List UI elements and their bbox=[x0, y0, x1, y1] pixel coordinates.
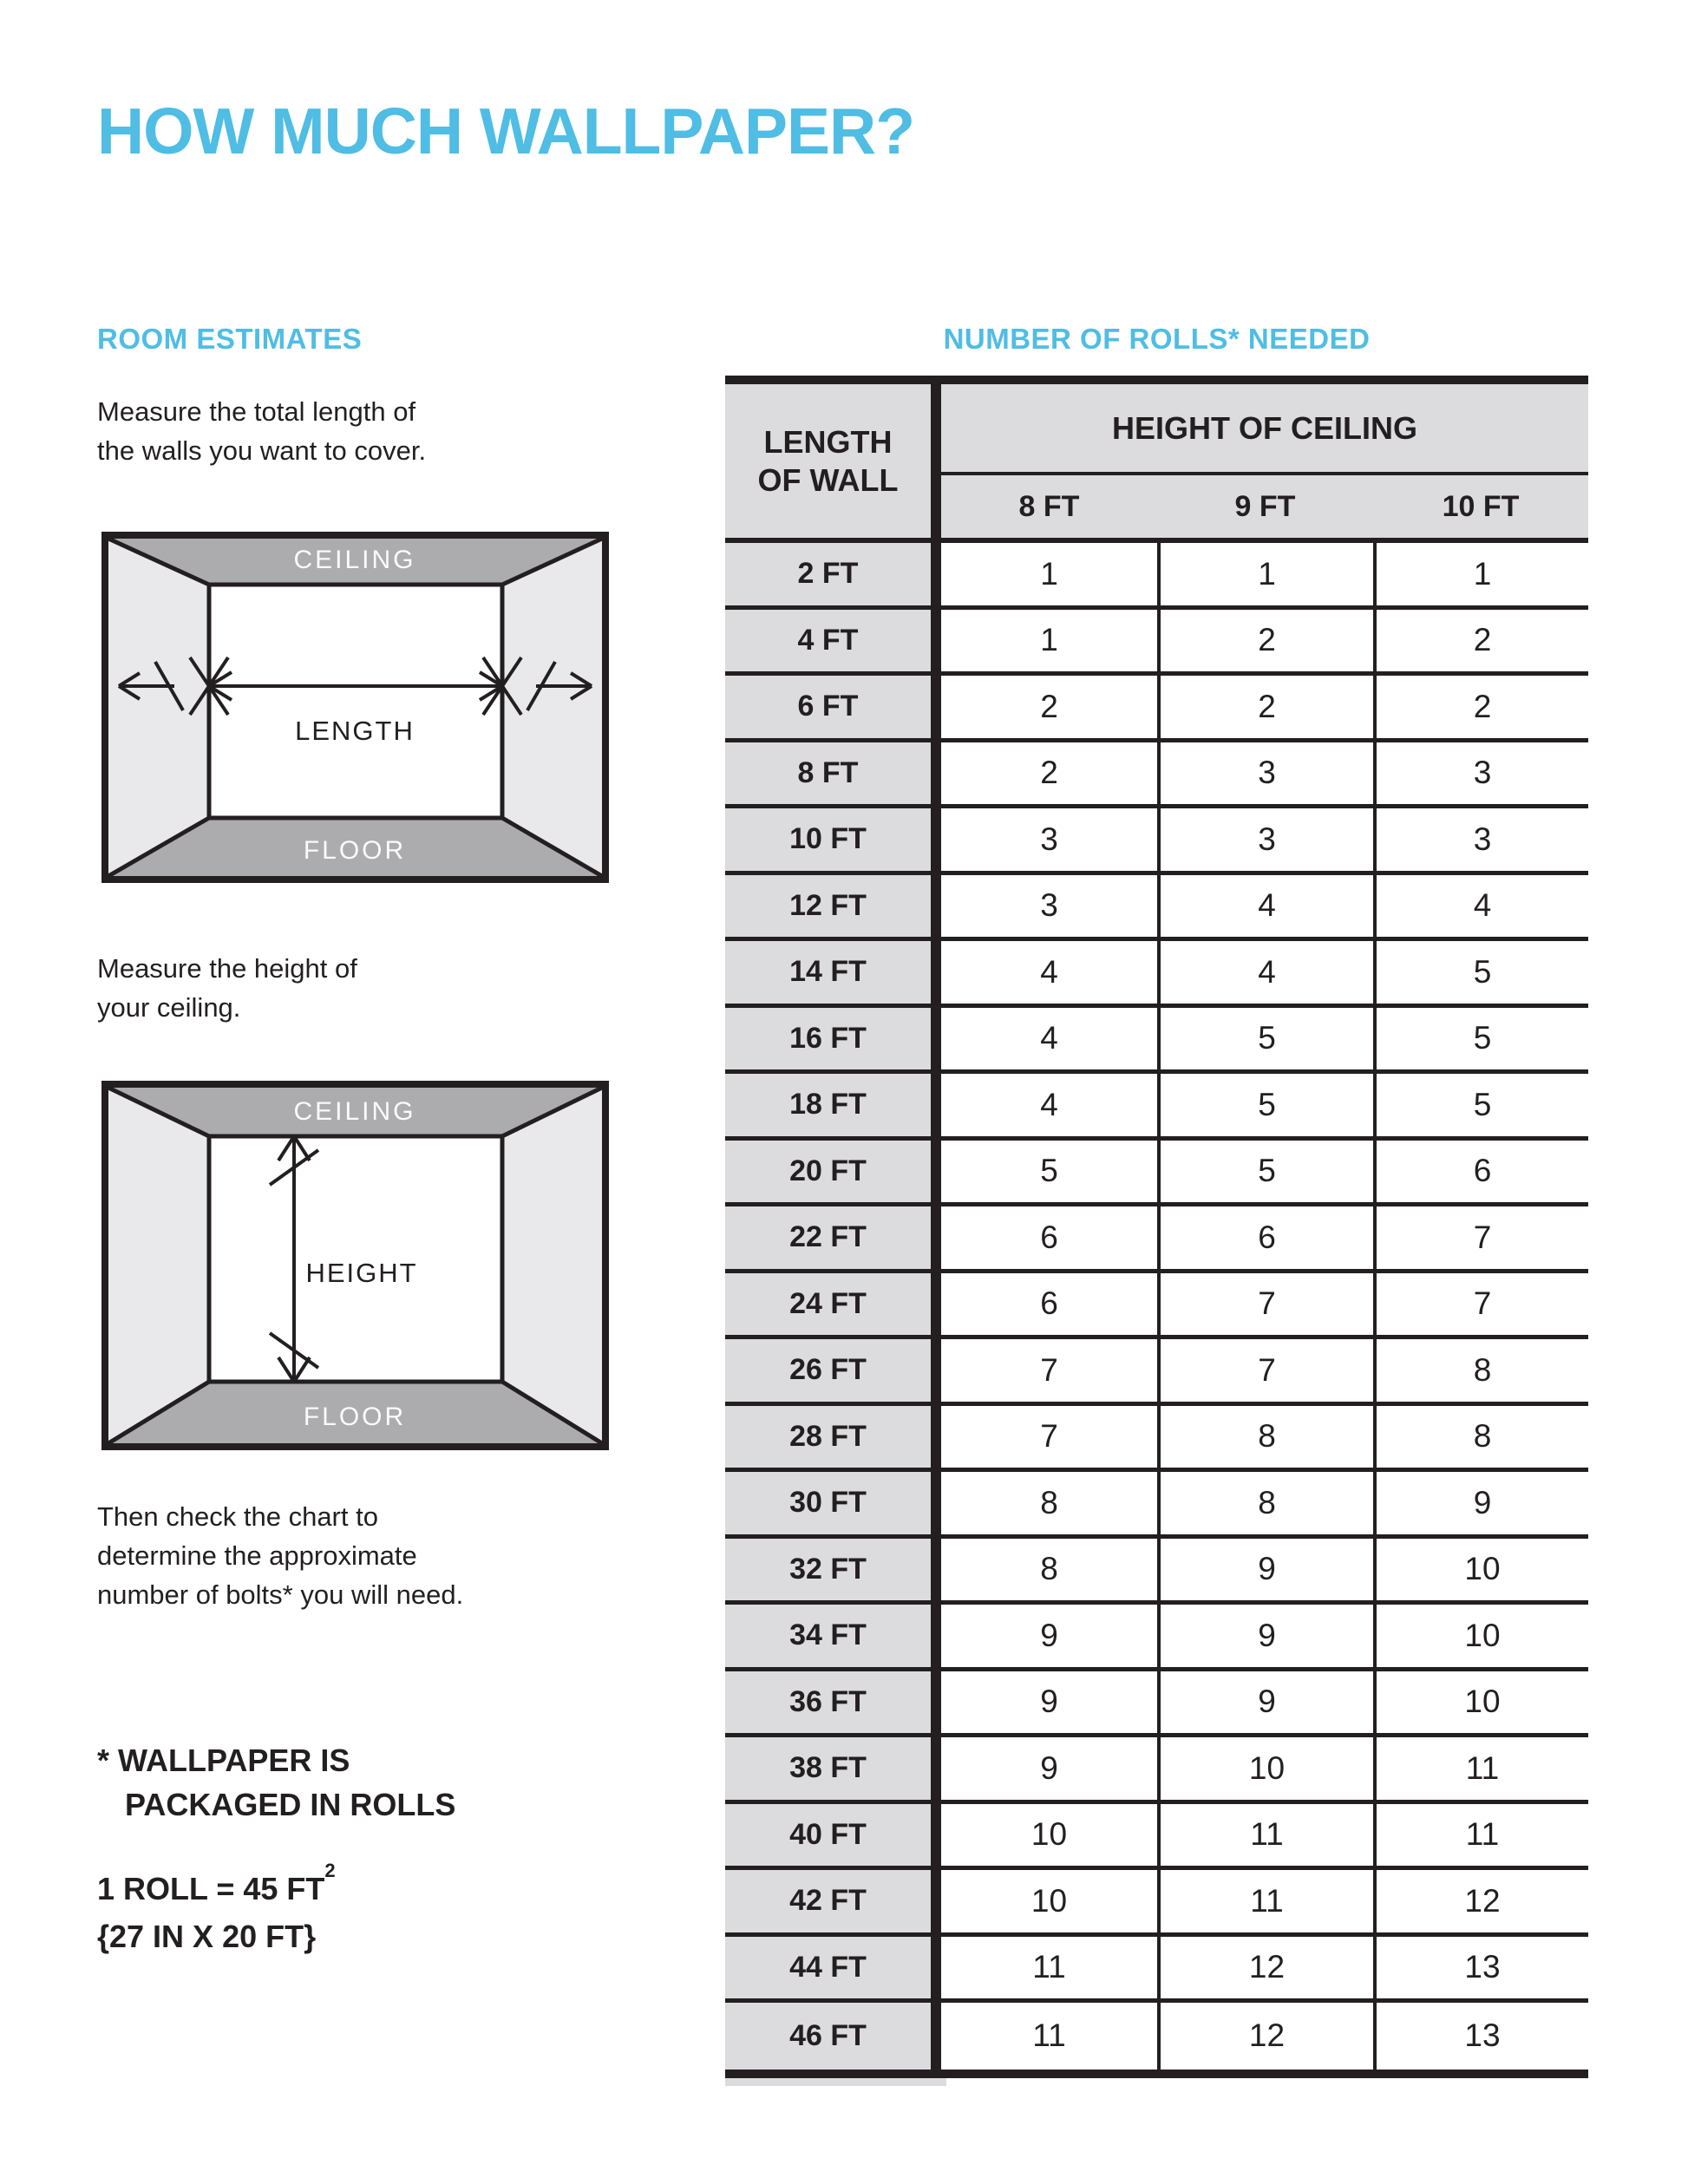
cell: 4 bbox=[1040, 953, 1058, 990]
cell: 11 bbox=[1373, 1737, 1588, 1800]
cell: 11 bbox=[1032, 2017, 1066, 2054]
cell: 11 bbox=[1157, 1804, 1373, 1867]
table-row bbox=[725, 1937, 1588, 2004]
table-row bbox=[725, 1339, 1588, 1406]
cell: 10 bbox=[1030, 1816, 1068, 1853]
cell: 7 bbox=[1373, 1273, 1588, 1336]
paragraph-line: your ceiling. bbox=[97, 992, 241, 1023]
cell: 7 bbox=[1157, 1273, 1373, 1336]
cell: 9 bbox=[1157, 1539, 1373, 1601]
cell: 2 bbox=[1373, 610, 1588, 672]
cell: 4 bbox=[1157, 941, 1373, 1004]
cell: 11 bbox=[1032, 1949, 1066, 1985]
cell: 4 bbox=[1040, 1086, 1058, 1122]
row-header: 44 FT bbox=[725, 1937, 941, 1999]
row-header: 30 FT bbox=[725, 1472, 941, 1534]
cell: 5 bbox=[1373, 941, 1588, 1004]
table-row bbox=[725, 676, 1588, 742]
cell: 1 bbox=[1040, 555, 1058, 592]
table-row bbox=[725, 1273, 1588, 1340]
cell: 7 bbox=[1040, 1351, 1058, 1388]
cell: 4 bbox=[1040, 1020, 1058, 1056]
row-header: 46 FT bbox=[725, 2003, 941, 2070]
cell: 12 bbox=[1373, 1870, 1588, 1932]
cell: 5 bbox=[1157, 1008, 1373, 1070]
column-group-height-of-ceiling: HEIGHT OF CEILING bbox=[1111, 409, 1417, 446]
cell: 10 bbox=[1373, 1605, 1588, 1667]
cell: 3 bbox=[1373, 742, 1588, 805]
row-header: 38 FT bbox=[725, 1737, 941, 1800]
cell: 2 bbox=[1373, 676, 1588, 738]
cell: 9 bbox=[1373, 1472, 1588, 1534]
wallpaper-rolls-note bbox=[97, 1738, 455, 1827]
row-header: 36 FT bbox=[725, 1671, 941, 1734]
paragraph-check-chart bbox=[97, 1497, 463, 1614]
table-body bbox=[725, 543, 1588, 2070]
paragraph-line: Then check the chart to bbox=[97, 1501, 378, 1532]
row-header: 12 FT bbox=[725, 875, 941, 938]
ceiling-label: CEILING bbox=[293, 1097, 416, 1126]
table-row bbox=[725, 1206, 1588, 1273]
cell: 4 bbox=[1373, 875, 1588, 938]
rolls-needed-table bbox=[725, 376, 1588, 2086]
squared-superscript: 2 bbox=[324, 1860, 336, 1881]
cell: 12 bbox=[1157, 2003, 1373, 2070]
row-header: 16 FT bbox=[725, 1008, 941, 1070]
back-wall bbox=[209, 585, 502, 818]
cell: 9 bbox=[1040, 1749, 1058, 1786]
cell: 7 bbox=[1373, 1206, 1588, 1269]
cell: 11 bbox=[1373, 1804, 1588, 1867]
cell: 5 bbox=[1040, 1153, 1058, 1189]
cell: 3 bbox=[1040, 887, 1058, 924]
table-row bbox=[725, 1406, 1588, 1473]
ceiling-label: CEILING bbox=[293, 546, 416, 574]
paragraph-line: number of bolts* you will need. bbox=[97, 1579, 464, 1610]
table-row bbox=[725, 1804, 1588, 1871]
row-header: 34 FT bbox=[725, 1605, 941, 1667]
row-header: 6 FT bbox=[725, 676, 941, 738]
table-row bbox=[725, 2003, 1588, 2070]
cell: 8 bbox=[1040, 1551, 1058, 1587]
cell: 13 bbox=[1373, 2003, 1588, 2070]
cell: 10 bbox=[1157, 1737, 1373, 1800]
cell: 2 bbox=[1040, 688, 1058, 724]
table-row bbox=[725, 1737, 1588, 1804]
table-row bbox=[725, 1008, 1588, 1075]
row-header: 22 FT bbox=[725, 1206, 941, 1269]
floor-label: FLOOR bbox=[303, 836, 407, 865]
table-row bbox=[725, 1605, 1588, 1671]
room-length-diagram bbox=[101, 532, 609, 883]
cell: 3 bbox=[1157, 808, 1373, 871]
roll-size-line: 1 ROLL = 45 $FT^2$ bbox=[97, 1860, 336, 1906]
cell: 5 bbox=[1157, 1074, 1373, 1136]
cell: 6 bbox=[1040, 1285, 1058, 1322]
column-header-9ft: 9 FT bbox=[1157, 472, 1373, 538]
cell: 11 bbox=[1157, 1870, 1373, 1932]
table-top-bar bbox=[725, 376, 1588, 384]
cell: 9 bbox=[1040, 1684, 1058, 1720]
cell: 3 bbox=[1157, 742, 1373, 805]
cell: 8 bbox=[1373, 1339, 1588, 1402]
room-height-diagram bbox=[101, 1081, 609, 1450]
height-label: HEIGHT bbox=[305, 1258, 418, 1288]
row-header: 32 FT bbox=[725, 1539, 941, 1601]
cell: 8 bbox=[1040, 1484, 1058, 1520]
table-row bbox=[725, 742, 1588, 809]
page-title: HOW MUCH WALLPAPER? bbox=[97, 95, 915, 167]
floor-label: FLOOR bbox=[303, 1403, 407, 1431]
roll-size-line: {27 IN X 20 FT} bbox=[97, 1919, 317, 1954]
roll-size-note bbox=[97, 1858, 336, 1960]
table-row bbox=[725, 1074, 1588, 1141]
cell: 8 bbox=[1157, 1406, 1373, 1468]
row-header: 8 FT bbox=[725, 742, 941, 805]
cell: 12 bbox=[1157, 1937, 1373, 1999]
row-header: 4 FT bbox=[725, 610, 941, 672]
table-row bbox=[725, 543, 1588, 610]
cell: 13 bbox=[1373, 1937, 1588, 1999]
row-header: 20 FT bbox=[725, 1141, 941, 1203]
cell: 7 bbox=[1040, 1418, 1058, 1455]
section-title-number-of-rolls: NUMBER OF ROLLS* NEEDED bbox=[943, 323, 1371, 355]
table-row bbox=[725, 1472, 1588, 1539]
table-bottom-bar bbox=[725, 2070, 1588, 2078]
note-line: PACKAGED IN ROLLS bbox=[125, 1787, 456, 1822]
cell: 1 bbox=[1373, 543, 1588, 605]
column-header-8ft: 8 FT bbox=[941, 472, 1157, 538]
paragraph-measure-length bbox=[97, 392, 426, 470]
cell: 5 bbox=[1373, 1008, 1588, 1070]
row-header: 26 FT bbox=[725, 1339, 941, 1402]
column-header-10ft: 10 FT bbox=[1373, 472, 1588, 538]
table-row bbox=[725, 941, 1588, 1008]
cell: 7 bbox=[1157, 1339, 1373, 1402]
row-header: 28 FT bbox=[725, 1406, 941, 1468]
cell: 10 bbox=[1030, 1882, 1068, 1919]
cell: 5 bbox=[1157, 1141, 1373, 1203]
cell: 6 bbox=[1157, 1206, 1373, 1269]
cell: 10 bbox=[1373, 1671, 1588, 1734]
paragraph-line: Measure the total length of bbox=[97, 396, 416, 427]
cell: 1 bbox=[1157, 543, 1373, 605]
cell: 6 bbox=[1373, 1141, 1588, 1203]
row-header: 10 FT bbox=[725, 808, 941, 871]
cell: 2 bbox=[1040, 755, 1058, 791]
paragraph-line: Measure the height of bbox=[97, 953, 357, 984]
room-height-svg bbox=[101, 1081, 609, 1450]
cell: 8 bbox=[1157, 1472, 1373, 1534]
cell: 9 bbox=[1157, 1605, 1373, 1667]
section-title-room-estimates: ROOM ESTIMATES bbox=[97, 323, 363, 355]
table-footer-stub bbox=[725, 2078, 946, 2086]
cell: 4 bbox=[1157, 875, 1373, 938]
cell: 1 bbox=[1040, 622, 1058, 658]
cell: 10 bbox=[1373, 1539, 1588, 1601]
table-row bbox=[725, 1141, 1588, 1207]
row-header: 42 FT bbox=[725, 1870, 941, 1932]
row-header: 18 FT bbox=[725, 1074, 941, 1136]
column-header-length-of-wall: LENGTH OF WALL bbox=[725, 384, 941, 538]
cell: 9 bbox=[1157, 1671, 1373, 1734]
table-row bbox=[725, 808, 1588, 875]
row-header: 2 FT bbox=[725, 543, 941, 605]
row-header: 40 FT bbox=[725, 1804, 941, 1867]
cell: 3 bbox=[1040, 821, 1058, 857]
table-row bbox=[725, 875, 1588, 942]
paragraph-measure-height bbox=[97, 949, 357, 1027]
note-line: * WALLPAPER IS bbox=[97, 1743, 350, 1778]
table-header bbox=[725, 384, 1588, 538]
cell: 2 bbox=[1157, 676, 1373, 738]
room-length-svg bbox=[101, 532, 609, 883]
table-row bbox=[725, 610, 1588, 677]
cell: 2 bbox=[1157, 610, 1373, 672]
row-header: 24 FT bbox=[725, 1273, 941, 1336]
table-row bbox=[725, 1671, 1588, 1738]
table-row bbox=[725, 1870, 1588, 1937]
cell: 5 bbox=[1373, 1074, 1588, 1136]
cell: 9 bbox=[1040, 1617, 1058, 1653]
paragraph-line: the walls you want to cover. bbox=[97, 435, 427, 466]
cell: 6 bbox=[1040, 1219, 1058, 1255]
row-header: 14 FT bbox=[725, 941, 941, 1004]
cell: 3 bbox=[1373, 808, 1588, 871]
cell: 8 bbox=[1373, 1406, 1588, 1468]
length-label: LENGTH bbox=[295, 716, 415, 746]
paragraph-line: determine the approximate bbox=[97, 1540, 417, 1571]
table-row bbox=[725, 1539, 1588, 1605]
